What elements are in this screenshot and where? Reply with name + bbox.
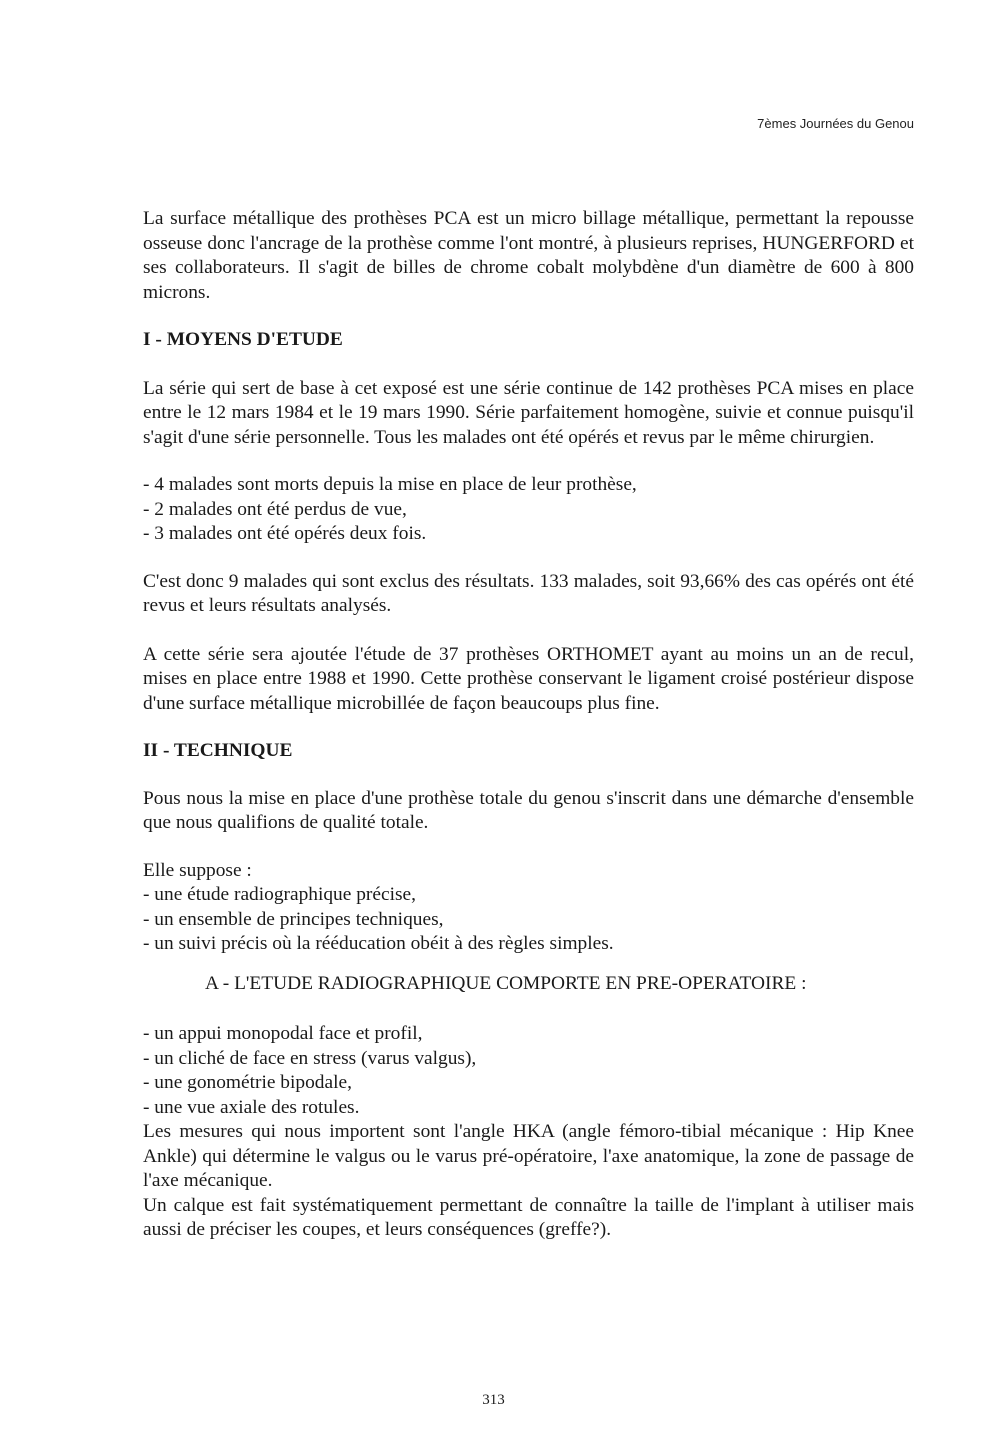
paragraph-calque: Un calque est fait systématiquement permettant de connaître la taille de l'implant à utiliser mais aussi de préciser les coupes, et leurs conséquences (greffe?). bbox=[143, 1194, 914, 1240]
list-item: - une étude radiographique précise, bbox=[143, 884, 416, 905]
paragraph-suppose: Elle suppose : bbox=[143, 859, 252, 881]
paragraph-mesures: Les mesures qui nous importent sont l'angle HKA (angle fémoro-tibial mécanique : Hip Knee Ankle) qui détermine le valgus ou le varus pré-opératoire, l'axe anatomique, la zone de passage de l'axe mécanique. bbox=[143, 1121, 914, 1191]
list-item: - un ensemble de principes techniques, bbox=[143, 908, 444, 930]
list-item: - un appui monopodal face et profil, bbox=[143, 1023, 423, 1044]
list-item: - un suivi précis où la rééducation obéit à des règles simples. bbox=[143, 933, 614, 954]
running-header: 7èmes Journées du Genou bbox=[757, 116, 914, 131]
requirements-list bbox=[143, 883, 914, 957]
list-item: - 2 malades ont été perdus de vue, bbox=[143, 498, 407, 520]
subsection-heading-radiographique: A - L'ETUDE RADIOGRAPHIQUE COMPORTE EN PRE-OPERATOIRE : bbox=[205, 972, 807, 994]
radiography-list bbox=[143, 1022, 914, 1120]
list-item: - une vue axiale des rotules. bbox=[143, 1096, 360, 1118]
paragraph-exclus: C'est donc 9 malades qui sont exclus des résultats. 133 malades, soit 93,66% des cas opérés ont été revus et leurs résultats analysés. bbox=[143, 570, 914, 616]
list-item: - un cliché de face en stress (varus valgus), bbox=[143, 1047, 477, 1069]
section-heading-moyens: I - MOYENS D'ETUDE bbox=[143, 329, 343, 350]
paragraph-serie: La série qui sert de base à cet exposé est une série continue de 142 prothèses PCA mises en place entre le 12 mars 1984 et le 19 mars 1990. Série parfaitement homogène, suivie et connue puisqu'il s'agit d'une série personnelle. Tous les malades ont été opérés et revus par le même chirurgien. bbox=[143, 377, 914, 448]
page-number: 313 bbox=[482, 1392, 505, 1408]
list-item: - une gonométrie bipodale, bbox=[143, 1072, 352, 1093]
list-item: - 3 malades ont été opérés deux fois. bbox=[143, 523, 427, 544]
exclusion-list bbox=[143, 473, 914, 547]
section-heading-technique: II - TECHNIQUE bbox=[143, 740, 293, 761]
list-item: - 4 malades sont morts depuis la mise en place de leur prothèse, bbox=[143, 474, 637, 495]
paragraph-qualite: Pous nous la mise en place d'une prothèse totale du genou s'inscrit dans une démarche d'ensemble que nous qualifions de qualité totale. bbox=[143, 787, 914, 833]
body-text bbox=[143, 207, 914, 1243]
paragraph-surface: La surface métallique des prothèses PCA est un micro billage métallique, permettant la repousse osseuse donc l'ancrage de la prothèse comme l'ont montré, à plusieurs reprises, HUNGERFORD et ses collaborateurs. Il s'agit de billes de chrome cobalt molybdène d'un diamètre de 600 à 800 microns. bbox=[143, 208, 914, 303]
paragraph-orthomet: A cette série sera ajoutée l'étude de 37 prothèses ORTHOMET ayant au moins un an de recul, mises en place entre 1988 et 1990. Cette prothèse conservant le ligament croisé postérieur dispose d'une surface métallique microbillée de façon beaucoups plus fine. bbox=[143, 643, 914, 714]
